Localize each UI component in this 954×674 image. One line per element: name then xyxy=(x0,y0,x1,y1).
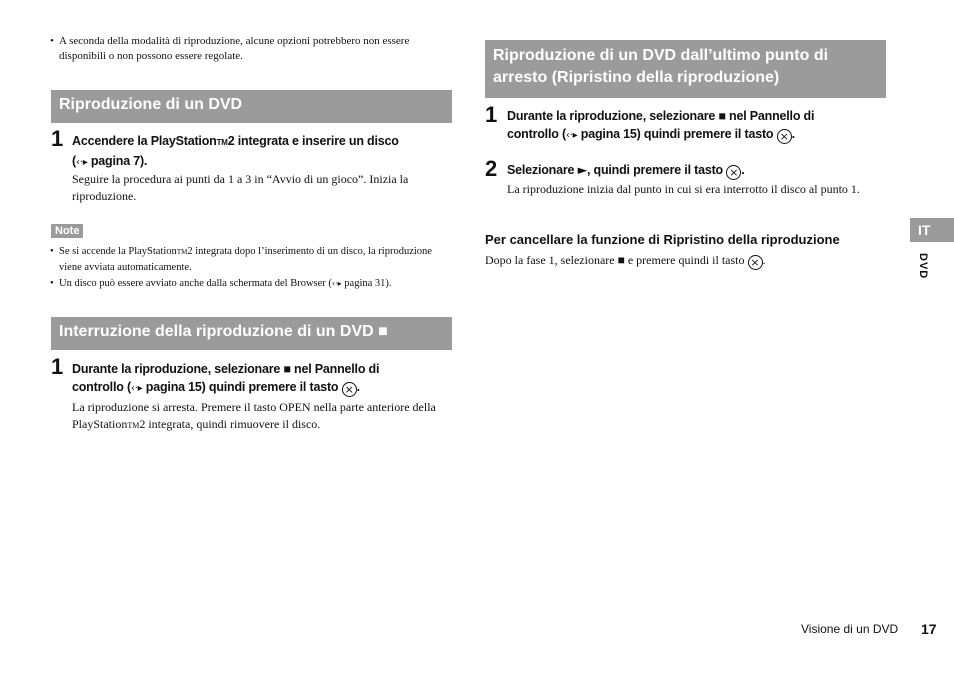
tm-mark: TM xyxy=(216,138,228,147)
desc-text-a: Dopo la fase 1, selezionare ■ e premere quindi il tasto xyxy=(485,253,745,267)
desc-text-b: 2 integrata, quindi rimuovere il disco. xyxy=(139,417,321,431)
cross-button-icon: × xyxy=(726,165,741,180)
stop-icon: ■ xyxy=(378,323,388,340)
step-text-b: controllo ( xyxy=(507,127,566,141)
section-title-text: Interruzione della riproduzione di un DVD xyxy=(59,323,374,340)
page-ref-arrow-icon: ‹·▸ xyxy=(331,279,342,288)
section-title-stop xyxy=(51,317,452,350)
subheading-description xyxy=(485,252,885,270)
tm-mark: TM xyxy=(127,421,140,430)
bullet-dot: • xyxy=(50,246,54,257)
step-text-b: , quindi premere il tasto xyxy=(586,163,723,177)
note-text-a: Se si accende la PlayStation xyxy=(59,246,177,257)
language-tab: IT xyxy=(910,218,954,242)
step-number: 1 xyxy=(485,102,498,127)
step-text-a: Durante la riproduzione, selezionare ■ nel Pannello di xyxy=(72,362,380,376)
page-ref-arrow-icon: ‹·▸ xyxy=(565,130,578,141)
step-number: 1 xyxy=(51,354,64,379)
note-bullet-2 xyxy=(50,276,452,291)
note-bullet-1 xyxy=(50,244,452,275)
subheading-cancel-resume: Per cancellare la funzione di Ripristino della riproduzione xyxy=(485,232,840,247)
page-number: 17 xyxy=(921,621,937,637)
step-instruction xyxy=(72,132,452,172)
page-ref-arrow-icon: ‹·▸ xyxy=(75,157,88,168)
section-title-playback xyxy=(51,90,452,123)
step-instruction xyxy=(72,360,452,398)
step-number: 2 xyxy=(485,156,498,181)
section-title-text: Riproduzione di un DVD xyxy=(59,96,243,113)
step-text-b: 2 integrata e inserire un disco xyxy=(227,134,399,148)
step-text-a: Selezionare xyxy=(507,163,575,177)
step-description: La riproduzione inizia dal punto in cui si era interrotto il disco al punto 1. xyxy=(507,182,860,196)
note-text-a: Un disco può essere avviato anche dalla schermata del Browser ( xyxy=(59,278,332,289)
bullet-dot: • xyxy=(50,35,54,47)
step-text-b: controllo ( xyxy=(72,380,131,394)
step-text-a: Accendere la PlayStation xyxy=(72,134,217,148)
footer-section-name: Visione di un DVD xyxy=(801,622,899,636)
cross-button-icon: × xyxy=(342,382,357,397)
cross-button-icon: × xyxy=(777,129,792,144)
cross-button-icon: × xyxy=(748,255,763,270)
step-number: 1 xyxy=(51,126,64,151)
step-text-c: pagina 15) quindi premere il tasto xyxy=(145,380,339,394)
note-text-b: pagina 31). xyxy=(344,278,392,289)
step-description: Seguire la procedura ai punti da 1 a 3 in “Avvio di un gioco”. Inizia la riproduzione. xyxy=(72,172,409,203)
tm-mark: TM xyxy=(176,248,188,256)
desc-text-b: . xyxy=(762,253,766,267)
step-text-d: pagina 7). xyxy=(90,154,148,168)
play-icon: ► xyxy=(577,162,587,177)
step-text-d: . xyxy=(791,127,795,141)
step-text-c: ( xyxy=(72,154,76,168)
note-label: Note xyxy=(51,224,83,238)
desc-text-a: La riproduzione si arresta. Premere il tasto OPEN nella parte anteriore della PlayStation xyxy=(72,400,436,431)
step-instruction xyxy=(507,107,887,145)
step-text-a: Durante la riproduzione, selezionare ■ nel Pannello di xyxy=(507,109,815,123)
step-text-c: pagina 15) quindi premere il tasto xyxy=(580,127,774,141)
section-side-label: DVD xyxy=(917,253,929,280)
section-title-text: Riproduzione di un DVD dall’ultimo punto di arresto (Ripristino della riproduzione) xyxy=(493,47,829,86)
step-description xyxy=(72,399,454,434)
step-text-d: . xyxy=(356,380,360,394)
page-ref-arrow-icon: ‹·▸ xyxy=(130,383,143,394)
intro-bullet xyxy=(50,34,459,64)
bullet-dot: • xyxy=(50,278,54,289)
note-text-b: 2 integrata dopo l’inserimento di un disco, la riproduzione viene avviata automaticamente. xyxy=(59,246,432,273)
step-instruction xyxy=(507,161,887,180)
intro-text: A seconda della modalità di riproduzione, alcune opzioni potrebbero non essere disponibili o non possono essere regolate. xyxy=(59,35,410,62)
step-text-c: . xyxy=(741,163,745,177)
section-title-resume xyxy=(485,40,886,98)
